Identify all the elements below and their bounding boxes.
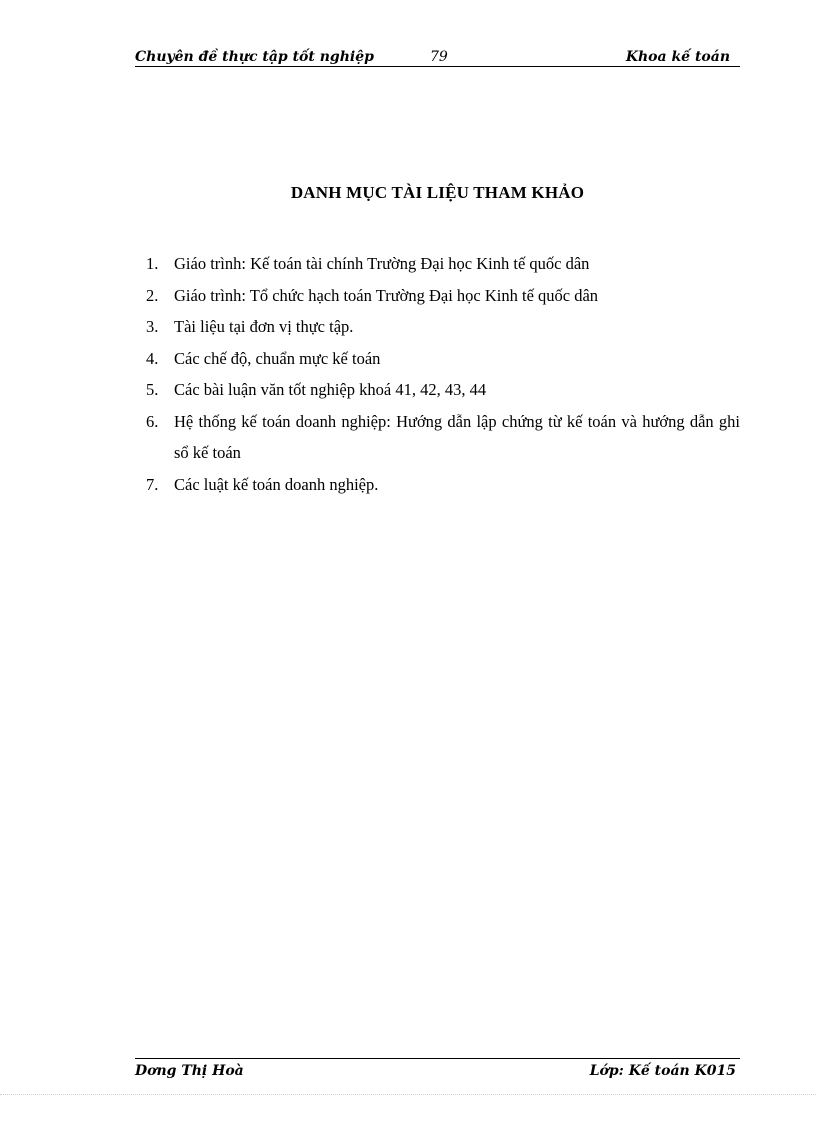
reference-text: Giáo trình: Kế toán tài chính Trường Đại học Kinh tế quốc dân xyxy=(174,254,590,273)
reference-text: Giáo trình: Tổ chức hạch toán Trường Đại học Kinh tế quốc dân xyxy=(174,285,599,305)
reference-text: Các bài luận văn tốt nghiệp khoá 41, 42, 43, 44 xyxy=(174,380,487,399)
reference-text: Các luật kế toán doanh nghiệp. xyxy=(174,474,379,494)
footer-class: Lớp: Kế toán K015 xyxy=(589,1063,736,1079)
page-footer xyxy=(135,1058,740,1079)
reference-text: Tài liệu tại đơn vị thực tập. xyxy=(174,317,354,336)
reference-number: 5. xyxy=(146,380,159,399)
reference-item-4 xyxy=(146,343,740,375)
reference-number: 4. xyxy=(146,348,159,368)
reference-item-3 xyxy=(146,311,740,343)
page-edge-divider xyxy=(0,1094,816,1095)
reference-item-1 xyxy=(146,248,740,280)
reference-number: 1. xyxy=(146,254,159,273)
reference-item-5 xyxy=(146,374,740,406)
reference-item-6 xyxy=(146,406,740,469)
reference-text: Các chế độ, chuẩn mực kế toán xyxy=(174,348,381,368)
footer-author: Dơng Thị Hoà xyxy=(135,1063,244,1079)
header-page-number: 79 xyxy=(430,49,448,65)
reference-number: 3. xyxy=(146,317,159,336)
header-department: Khoa kế toán xyxy=(625,49,730,65)
reference-number: 7. xyxy=(146,474,159,494)
page-header xyxy=(135,48,740,67)
reference-text: Hệ thống kế toán doanh nghiệp: Hướng dẫn lập chứng từ kế toán và hướng dẫn ghi sổ kế toán xyxy=(174,411,740,462)
header-document-title: Chuyên đề thực tập tốt nghiệp xyxy=(135,49,374,65)
reference-item-2 xyxy=(146,280,740,312)
reference-list xyxy=(146,248,740,500)
reference-item-7 xyxy=(146,469,740,501)
reference-number: 2. xyxy=(146,285,159,305)
reference-number: 6. xyxy=(146,411,159,431)
page-title: DANH MỤC TÀI LIỆU THAM KHẢO xyxy=(290,183,585,202)
